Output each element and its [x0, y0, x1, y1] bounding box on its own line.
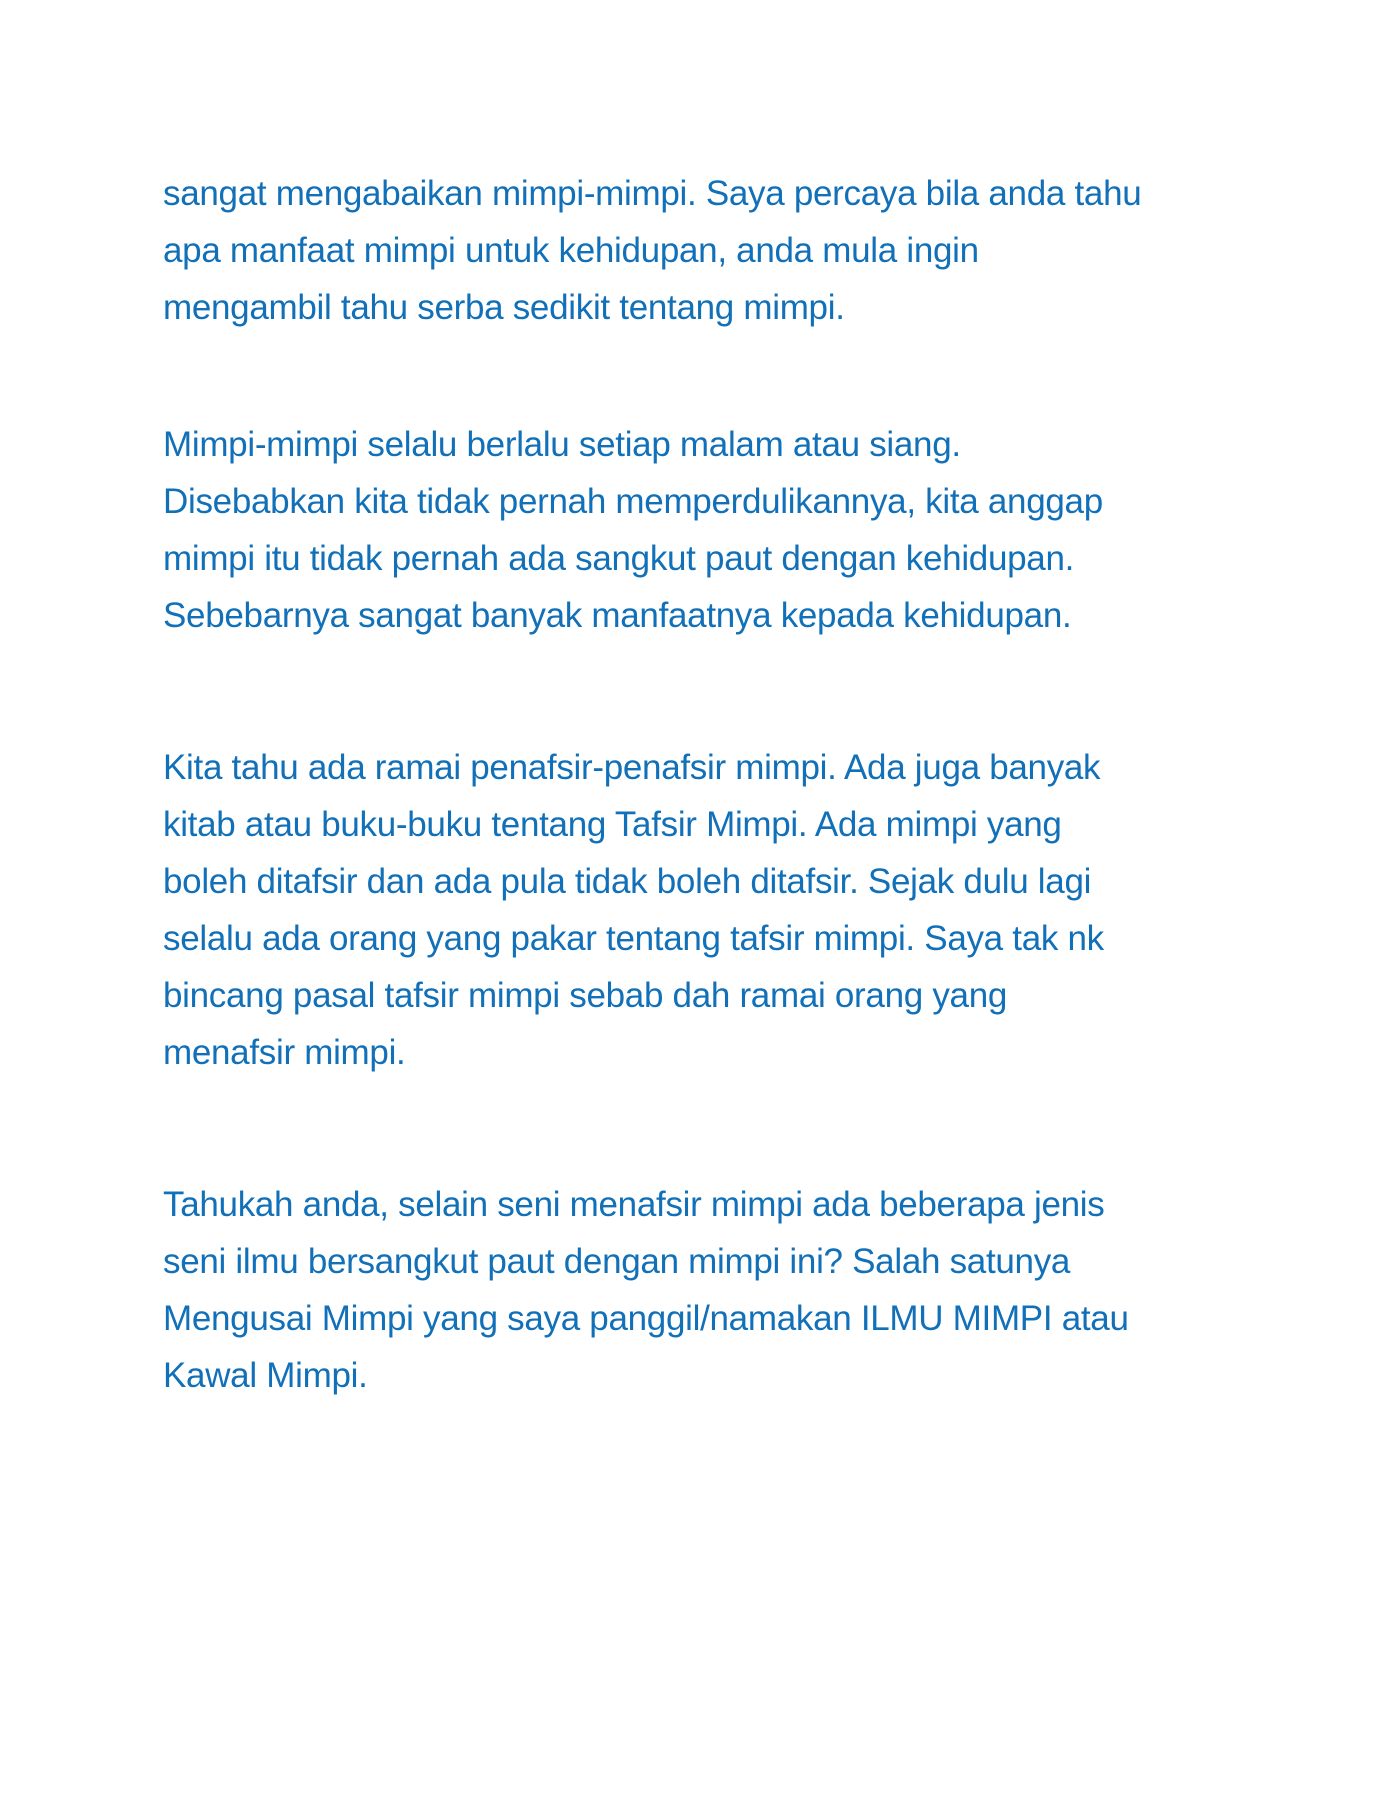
text-line: mengambil tahu serba sedikit tentang mimpi. [163, 288, 845, 327]
text-line: Mengusai Mimpi yang saya panggil/namakan ILMU MIMPI atau [163, 1299, 1129, 1338]
text-line: bincang pasal tafsir mimpi sebab dah ramai orang yang [163, 976, 1008, 1015]
text-line: seni ilmu bersangkut paut dengan mimpi ini? Salah satunya [163, 1242, 1071, 1281]
paragraph-1 [163, 165, 1243, 336]
text-line: Kawal Mimpi. [163, 1356, 368, 1395]
text-line: selalu ada orang yang pakar tentang tafsir mimpi. Saya tak nk [163, 919, 1104, 958]
text-line: Disebabkan kita tidak pernah memperdulikannya, kita anggap [163, 482, 1103, 521]
text-line: menafsir mimpi. [163, 1033, 406, 1072]
text-line: boleh ditafsir dan ada pula tidak boleh ditafsir. Sejak dulu lagi [163, 862, 1092, 901]
text-line: Kita tahu ada ramai penafsir-penafsir mimpi. Ada juga banyak [163, 748, 1101, 787]
text-line: Sebebarnya sangat banyak manfaatnya kepada kehidupan. [163, 596, 1072, 635]
text-line: Tahukah anda, selain seni menafsir mimpi ada beberapa jenis [163, 1185, 1105, 1224]
text-line: Mimpi-mimpi selalu berlalu setiap malam atau siang. [163, 425, 961, 464]
paragraph-2 [163, 416, 1243, 644]
text-line: mimpi itu tidak pernah ada sangkut paut dengan kehidupan. [163, 539, 1075, 578]
document-body [163, 165, 1243, 1504]
paragraph-4 [163, 1176, 1243, 1404]
text-line: apa manfaat mimpi untuk kehidupan, anda mula ingin [163, 231, 979, 270]
text-line: kitab atau buku-buku tentang Tafsir Mimpi. Ada mimpi yang [163, 805, 1062, 844]
text-line: sangat mengabaikan mimpi-mimpi. Saya percaya bila anda tahu [163, 174, 1142, 213]
paragraph-3 [163, 739, 1243, 1081]
